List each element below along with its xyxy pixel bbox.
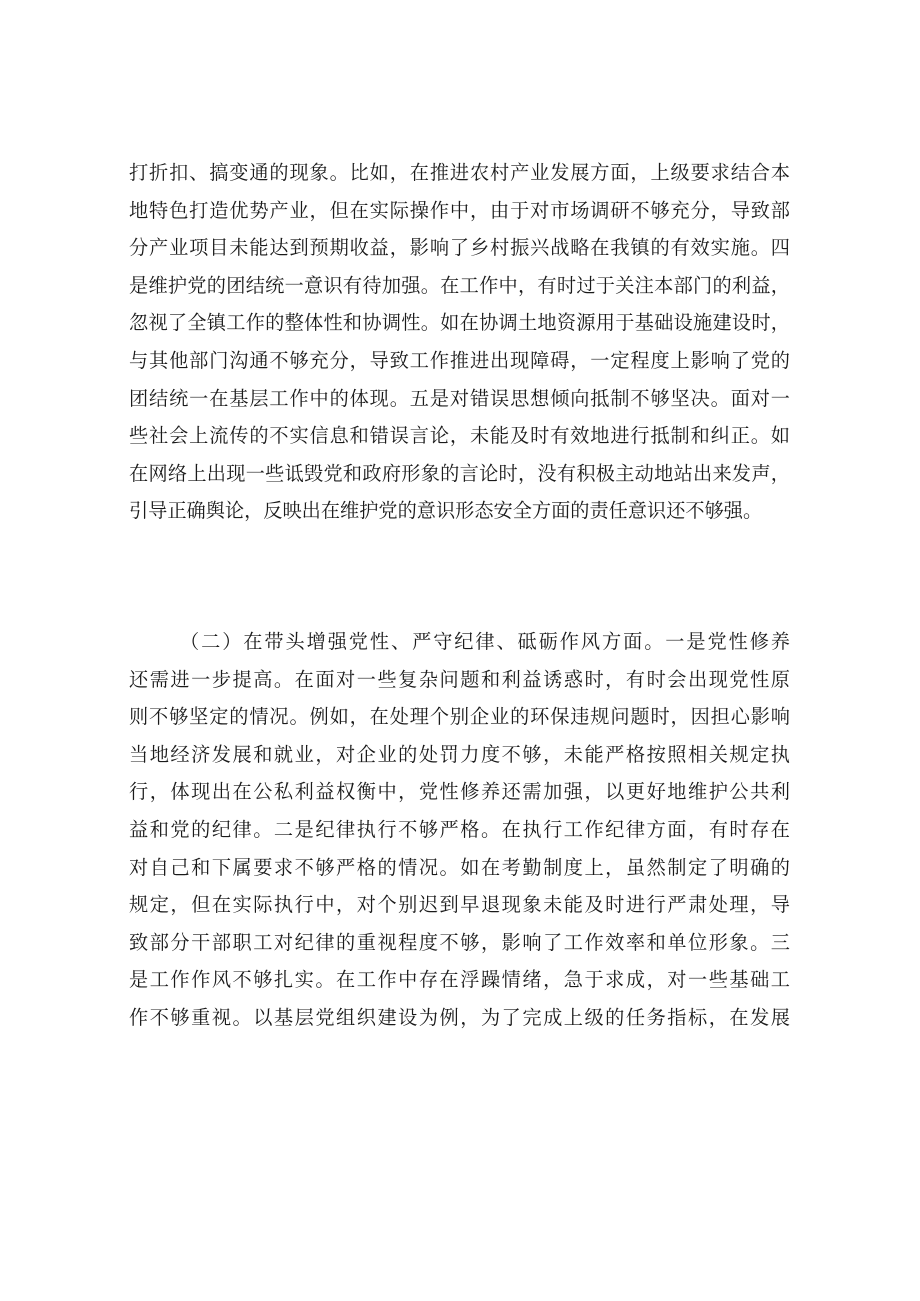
text-line: 对自己和下属要求不够严格的情况。如在考勤制度上，虽然制定了明确的 (129, 855, 790, 879)
text-line: 益和党的纪律。二是纪律执行不够严格。在执行工作纪律方面，有时存在 (129, 817, 790, 841)
text-line: 些社会上流传的不实信息和错误言论，未能及时有效地进行抵制和纠正。如 (129, 424, 790, 448)
text-line: 致部分干部职工对纪律的重视程度不够，影响了工作效率和单位形象。三 (129, 930, 790, 954)
text-line: 分产业项目未能达到预期收益，影响了乡村振兴战略在我镇的有效实施。四 (129, 236, 790, 260)
paragraph-2 (129, 623, 790, 1037)
text-line: 与其他部门沟通不够充分，导致工作推进出现障碍，一定程度上影响了党的 (129, 348, 790, 372)
text-line: 打折扣、搞变通的现象。比如，在推进农村产业发展方面，上级要求结合本 (129, 161, 790, 184)
text-line: 是维护党的团结统一意识有待加强。在工作中，有时过于关注本部门的利益， (129, 273, 790, 297)
text-line: 则不够坚定的情况。例如，在处理个别企业的环保违规问题时，因担心影响 (129, 705, 790, 729)
text-line: 作不够重视。以基层党组织建设为例，为了完成上级的任务指标，在发展 (129, 1005, 790, 1029)
text-line: 团结统一在基层工作中的体现。五是对错误思想倾向抵制不够坚决。面对一 (129, 386, 790, 410)
text-line: 行，体现出在公私利益权衡中，党性修养还需加强，以更好地维护公共利 (129, 780, 790, 804)
text-line: 引导正确舆论，反映出在维护党的意识形态安全方面的责任意识还不够强。 (129, 499, 763, 523)
text-line: 当地经济发展和就业，对企业的处罚力度不够，未能严格按照相关规定执 (129, 742, 790, 766)
text-line: 忽视了全镇工作的整体性和协调性。如在协调土地资源用于基础设施建设时， (129, 311, 790, 335)
text-line: 是工作作风不够扎实。在工作中存在浮躁情绪，急于求成，对一些基础工 (129, 968, 790, 992)
paragraph-1 (129, 154, 790, 530)
text-line: 在网络上出现一些诋毁党和政府形象的言论时，没有积极主动地站出来发声， (129, 461, 790, 485)
text-line: 地特色打造优势产业，但在实际操作中，由于对市场调研不够充分，导致部 (129, 198, 790, 222)
text-line: 还需进一步提高。在面对一些复杂问题和利益诱惑时，有时会出现党性原 (129, 667, 790, 691)
text-line: （二）在带头增强党性、严守纪律、砥砺作风方面。一是党性修养 (180, 630, 790, 653)
text-line: 规定，但在实际执行中，对个别迟到早退现象未能及时进行严肃处理，导 (129, 893, 790, 917)
